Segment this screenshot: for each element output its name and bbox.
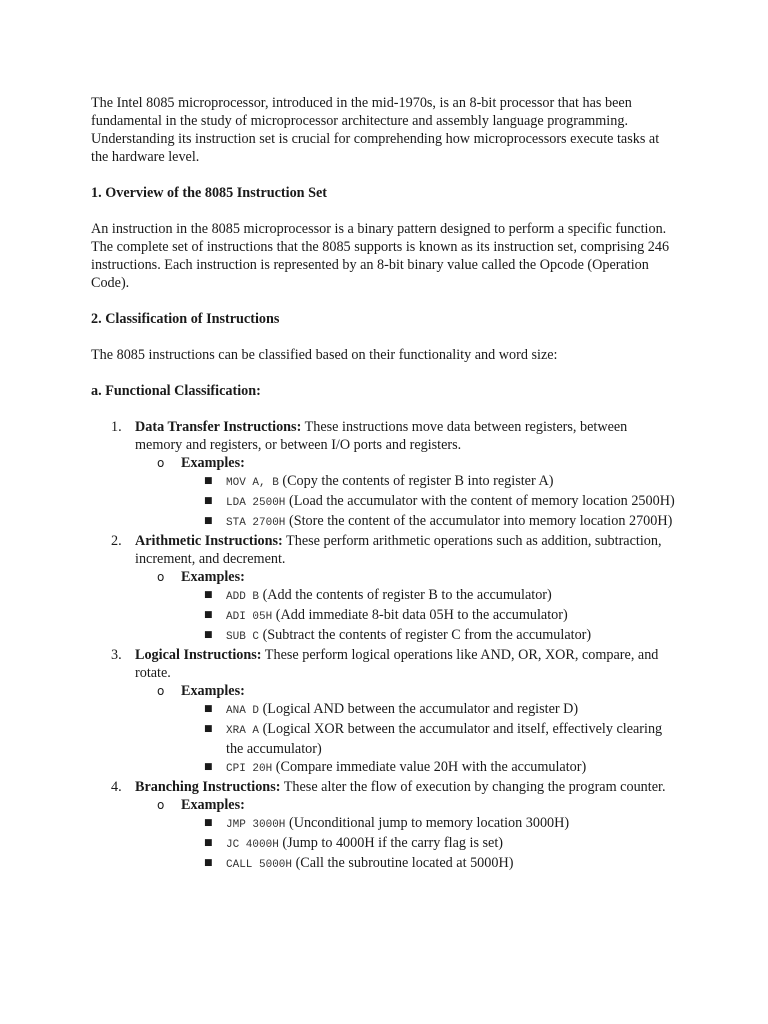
example-item [181,472,678,492]
instruction-code: SUB C [226,631,260,643]
list-number: 2. [111,533,122,549]
category-title: Arithmetic Instructions: [135,533,283,549]
instruction-code: ADD B [226,591,260,603]
examples-label: Examples: [181,569,245,585]
category-data-transfer [91,418,678,532]
category-text: These alter the flow of execution by changing the program counter. [280,779,666,795]
category-text: These perform arithmetic operations such as addition, subtraction, increment, and decrement. [135,533,662,567]
instruction-description: (Add immediate 8-bit data 05H to the accumulator) [272,607,568,623]
instruction-category-list [91,418,678,874]
instruction-description: (Logical AND between the accumulator and register D) [259,701,579,717]
instruction-code: JMP 3000H [226,819,286,831]
square-bullet-icon: ■ [204,496,213,506]
instruction-code: LDA 2500H [226,497,286,509]
section-1-heading: 1. Overview of the 8085 Instruction Set [91,185,328,201]
example-item [181,854,678,874]
example-item [181,720,678,758]
category-branching [91,778,678,874]
category-description [135,532,678,568]
example-item [181,700,678,720]
instruction-description: (Copy the contents of register B into register A) [278,473,554,489]
list-number: 4. [111,779,122,795]
category-text: These instructions move data between registers, between memory and registers, or between I/O ports and registers. [135,419,628,453]
instruction-code: CPI 20H [226,763,273,775]
list-number: 3. [111,647,122,663]
example-item [181,512,678,532]
category-arithmetic [91,532,678,646]
example-item [181,492,678,512]
square-bullet-icon: ■ [204,610,213,620]
category-description [135,646,678,682]
instruction-description: (Subtract the contents of register C from the accumulator) [259,627,592,643]
example-item [181,626,678,646]
examples-block [135,568,678,646]
functional-classification-heading: a. Functional Classification: [91,383,261,399]
section-2-heading: 2. Classification of Instructions [91,311,280,327]
instruction-description: (Jump to 4000H if the carry flag is set) [278,835,503,851]
examples-list [181,472,678,532]
instruction-code: JC 4000H [226,839,279,851]
example-item [181,586,678,606]
category-title: Logical Instructions: [135,647,262,663]
instruction-description: (Load the accumulator with the content of memory location 2500H) [285,493,675,509]
example-item [181,834,678,854]
hollow-circle-bullet-icon: o [157,684,165,698]
square-bullet-icon: ■ [204,590,213,600]
instruction-code: CALL 5000H [226,859,293,871]
example-item [181,758,678,778]
examples-label: Examples: [181,797,245,813]
square-bullet-icon: ■ [204,838,213,848]
example-item [181,814,678,834]
hollow-circle-bullet-icon: o [157,570,165,584]
examples-label: Examples: [181,683,245,699]
category-title: Data Transfer Instructions: [135,419,302,435]
instruction-description: (Add the contents of register B to the accumulator) [259,587,552,603]
example-item [181,606,678,626]
examples-block [135,682,678,778]
category-title: Branching Instructions: [135,779,281,795]
examples-list [181,700,678,778]
instruction-description: (Compare immediate value 20H with the accumulator) [272,759,587,775]
section-1-paragraph: An instruction in the 8085 microprocessor is a binary pattern designed to perform a specific function. The complete set of instructions that the 8085 supports is known as its instruction set, comprising 246 instructions. Each instruction is represented by an 8-bit binary value called the Opcode (Operation Code). [91,221,670,291]
category-description [135,778,678,796]
instruction-code: STA 2700H [226,517,286,529]
square-bullet-icon: ■ [204,516,213,526]
square-bullet-icon: ■ [204,858,213,868]
list-number: 1. [111,419,122,435]
hollow-circle-bullet-icon: o [157,798,165,812]
examples-list [181,814,678,874]
intro-paragraph: The Intel 8085 microprocessor, introduced in the mid-1970s, is an 8-bit processor that has been fundamental in the study of microprocessor architecture and assembly language programming. Understanding its instruction set is crucial for comprehending how microprocessors execute tasks at the hardware level. [91,95,660,165]
square-bullet-icon: ■ [204,762,213,772]
hollow-circle-bullet-icon: o [157,456,165,470]
square-bullet-icon: ■ [204,818,213,828]
examples-block [135,796,678,874]
instruction-description: (Unconditional jump to memory location 3000H) [285,815,570,831]
instruction-code: ANA D [226,705,260,717]
category-logical [91,646,678,778]
examples-list [181,586,678,646]
examples-label: Examples: [181,455,245,471]
instruction-description: (Call the subroutine located at 5000H) [292,855,514,871]
instruction-description: (Logical XOR between the accumulator and itself, effectively clearing the accumulator) [226,721,663,757]
category-text: These perform logical operations like AND, OR, XOR, compare, and rotate. [135,647,659,681]
square-bullet-icon: ■ [204,724,213,734]
instruction-description: (Store the content of the accumulator into memory location 2700H) [285,513,673,529]
examples-block [135,454,678,532]
instruction-code: ADI 05H [226,611,273,623]
square-bullet-icon: ■ [204,630,213,640]
section-2-paragraph: The 8085 instructions can be classified based on their functionality and word size: [91,347,558,363]
category-description [135,418,678,454]
instruction-code: XRA A [226,725,260,737]
square-bullet-icon: ■ [204,476,213,486]
square-bullet-icon: ■ [204,704,213,714]
instruction-code: MOV A, B [226,477,279,489]
